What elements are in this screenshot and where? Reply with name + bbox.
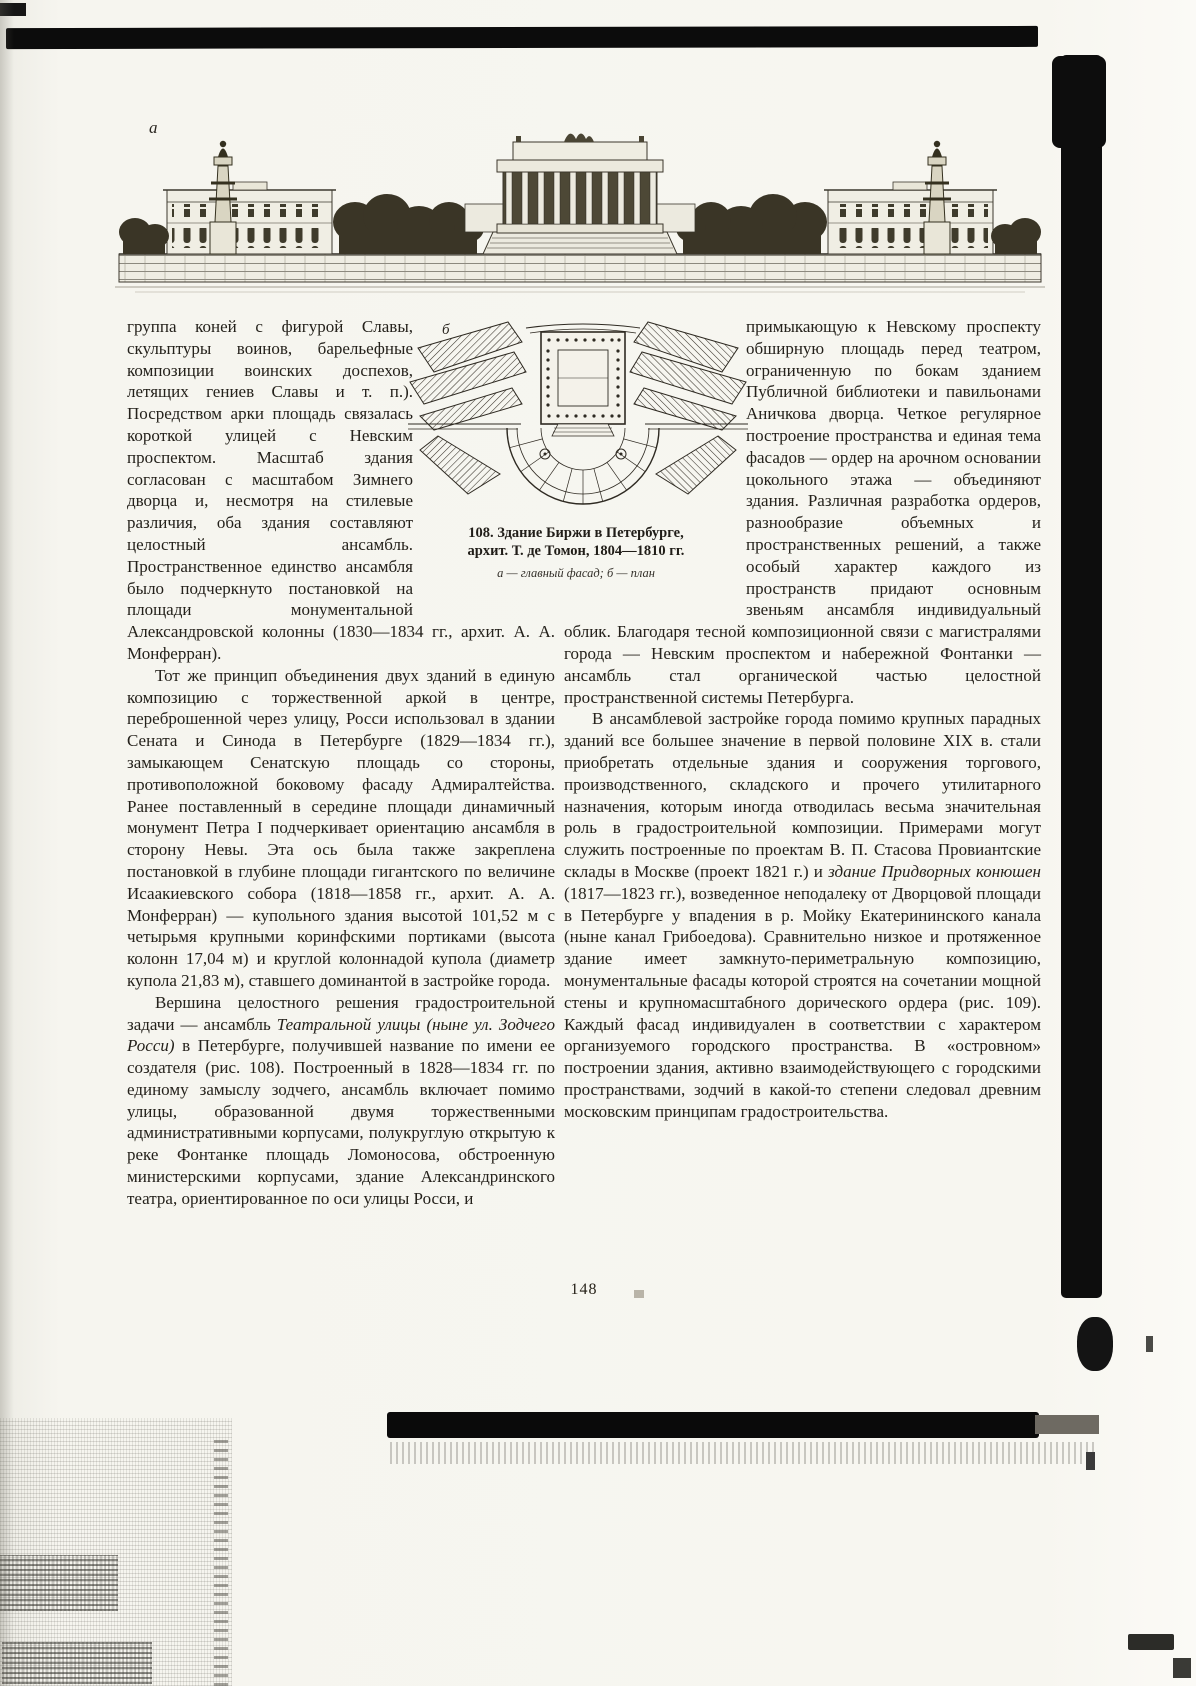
scan-artifact-noise-dense-2 <box>2 1642 152 1684</box>
scan-artifact-speckle-under-bar <box>390 1442 1098 1464</box>
scan-artifact-noise-dense-1 <box>0 1555 118 1611</box>
page-number: 148 <box>570 1281 598 1298</box>
caption-line-1: 108. Здание Биржи в Петербурге, <box>468 525 684 541</box>
scan-artifact-bottom-bar-tail <box>1035 1415 1099 1434</box>
scan-artifact-mark-2 <box>1146 1336 1153 1352</box>
text-column-right <box>564 316 1041 1122</box>
paragraph-right-2-text: В ансамблевой застройке города помимо крупных парадных зданий все большее значение в первой половине XIX в. стали приобретать отдельные здания и сооружения торгового, производственного, складского и прочего утилитарного назначения, которым иногда отводилась весьма значительная роль в градостроительной композиции. Примерами могут служить построенные по проектам В. П. Стасова Провиантские склады в Москве (проект 1821 г.) и <box>564 709 1041 881</box>
scan-artifact-right-blob <box>1077 1317 1113 1371</box>
scan-artifact-mark-3 <box>1128 1634 1174 1650</box>
scan-artifact-bottom-bar <box>387 1412 1039 1438</box>
paragraph-right-1: примыкающую к Невскому проспекту обширную площадь перед театром, ограниченную по бокам зданием Публичной библиотеки и павильонами Аничкова дворца. Четкое регулярное построение пространства и единая тема фасадов — ордер на арочном основании цокольного этажа — объединяют здания. Различная разработка ордеров, разнообразие объемных и пространственных решений, а также особый характер каждого из пространств придают основным звеньям ансамбля индивидуальный облик. Благодаря тесной композиционной связи с магистралями города — Невским проспектом и набережной Фонтанки — ансамбль стал органической частью целостной пространственной системы Петербурга. <box>564 317 1041 707</box>
right-wing-building <box>824 182 997 254</box>
left-wing-building <box>163 182 336 254</box>
bourse-building <box>465 134 695 255</box>
figure-label-a: а <box>149 118 158 137</box>
figure-label-b: б <box>442 322 450 338</box>
paragraph-right-2-italic: здание Придворных конюшен <box>828 861 1041 881</box>
quay-wall <box>115 254 1045 292</box>
scan-artifact-right-band <box>1061 55 1102 1298</box>
paragraph-right-2 <box>564 708 1041 1122</box>
scan-artifact-left-edge-shadow <box>0 0 14 1686</box>
scan-artifact-mark-1 <box>1086 1452 1095 1470</box>
text-wrap-spacer-right-column <box>564 316 746 612</box>
scan-artifact-right-band-top <box>1052 56 1106 148</box>
paragraph-left-1: группа коней с фигурой Славы, скульптуры воинов, барельефные композиции воинских доспехов, летящих гениев Славы и т. п.). Посредством арки площадь связалась короткой улицей с Невским проспектом. Масштаб здания согласован с масштабом Зимнего дворца и, несмотря на стилевые различия, оба здания составляют целостный ансамбль. Пространственное единство ансамбля было подчеркнуто постановкой на площади монументальной Александровской колонны (1830—1834 гг., архит. А. А. Монферран). <box>127 317 555 663</box>
paragraph-left-3-text-2: в Петербурге, получившей название по имени ее создателя (рис. 108). Построенный в 1828—1834 гг. по единому замыслу зодчего, ансамбль включает помимо улицы, образованной двумя торжественными административными корпусами, полукруглую открытую к реке Фонтанке площадь Ломоносова, обстроенную министерскими корпусами, здание Александринского театра, ориентированное по оси улицы Росси, и <box>127 1036 555 1208</box>
paragraph-left-3 <box>127 992 555 1210</box>
facade-engraving-svg <box>115 104 1045 296</box>
scan-artifact-mark-4 <box>1173 1658 1191 1678</box>
scan-artifact-dashed-column <box>214 1440 228 1686</box>
caption-line-2: архит. Т. де Томон, 1804—1810 гг. <box>467 543 685 559</box>
paragraph-left-3-text: Вершина целостного решения градостроительной задачи — ансамбль <box>127 992 555 1034</box>
figure-bourse-facade <box>115 104 1045 296</box>
text-wrap-spacer-left-column <box>413 316 555 618</box>
text-column-left <box>127 316 555 1210</box>
paragraph-left-3-italic: Театральной улицы (ныне ул. Зодчего Росси) <box>127 1014 555 1056</box>
paragraph-left-2: Тот же принцип объединения двух зданий в единую композицию с торжественной аркой в центре, переброшенной через улицу, Росси использовал в здании Сената и Синода в Петербурге (1829—1834 гг.), замыкающем Сенатскую площадь со стороны, противоположной боковому фасаду Адмиралтейства. Ранее поставленный в середине площади динамичный монумент Петра I подчеркивает ориентацию ансамбля в сторону Невы. Эта ось была также закреплена постановкой в глубине площади гигантского по величине Исаакиевского собора (1818—1858 гг., архит. А. А. Монферран) — купольного здания высотой 101,52 м с четырьмя крупными коринфскими портиками (высота колонн 17,04 м) и круглой колоннадой купола (диаметр купола 21,83 м), ставшего доминантой в застройке города. <box>127 665 555 990</box>
paragraph-right-2-text-2: (1817—1823 гг.), возведенное неподалеку от Дворцовой площади в Петербурге у впадения в р. Мойку Екатерининского канала (ныне канал Грибоедова). Сравнительно низкое и протяженное здание имеет замкнуто-периметральную композицию, монументальные фасады которой строятся на сочетании мощной стены и крупномасштабного дорического ордера (рис. 109). Каждый фасад индивидуален в соответствии с характером организуемого городского пространства. В «островном» построении здания, активно взаимодействующего с городскими пространствами, зодчий в какой-то степени следовал древним московским принципам градостроительства. <box>564 883 1041 1121</box>
caption-subline: а — главный фасад; б — план <box>497 566 655 580</box>
scan-artifact-top-bar <box>6 26 1038 49</box>
